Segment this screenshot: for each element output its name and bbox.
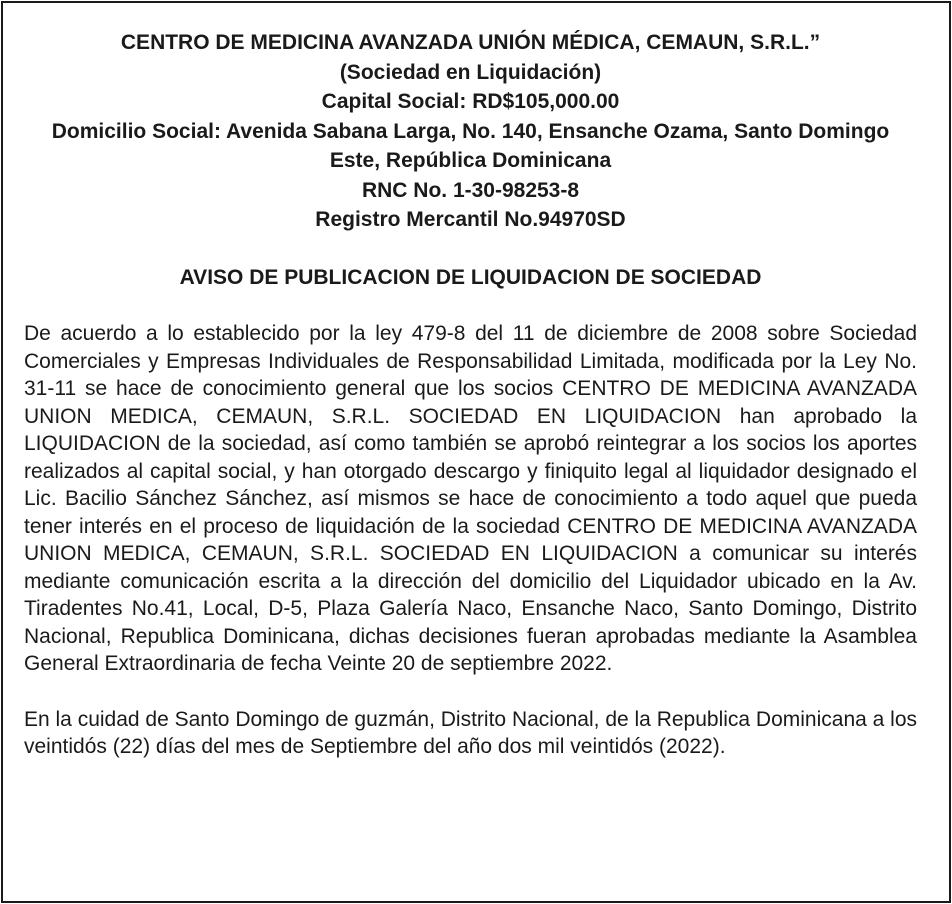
notice-closing: En la cuidad de Santo Domingo de guzmán, Distrito Nacional, de la Republica Dominicana a los veintidós (22) días del mes de Septiembre del año dos mil veintidós (2022). (24, 707, 918, 758)
domicilio-social: Domicilio Social: Avenida Sabana Larga, No. 140, Ensanche Ozama, Santo Domingo Este, República Dominicana (51, 119, 890, 172)
capital-social: Capital Social: RD$105,000.00 (321, 90, 620, 113)
rnc-number: RNC No. 1-30-98253-8 (361, 178, 580, 202)
registro-mercantil: Registro Mercantil No.94970SD (315, 208, 626, 231)
notice-title: AVISO DE PUBLICACION DE LIQUIDACION DE SOCIEDAD (179, 265, 762, 289)
company-header (24, 28, 917, 235)
company-status: (Sociedad en Liquidación) (339, 60, 602, 84)
company-name: CENTRO DE MEDICINA AVANZADA UNIÓN MÉDICA, CEMAUN, S.R.L.” (120, 31, 821, 54)
notice-body: De acuerdo a lo establecido por la ley 479-8 del 11 de diciembre de 2008 sobre Sociedad Comerciales y Empresas Individuales de Responsabilidad Limitada, modificada por la Ley No. 31-11 se hace de conocimiento general que los socios CENTRO DE MEDICINA AVANZADA UNION MEDICA, CEMAUN, S.R.L. SOCIEDAD EN LIQUIDACION han aprobado la LIQUIDACION de la sociedad, así como también se aprobó reintegrar a los socios los aportes realizados al capital social, y han otorgado descargo y finiquito legal al liquidador designado el Lic. Bacilio Sánchez Sánchez, así mismos se hace de conocimiento a todo aquel que pueda tener interés en el proceso de liquidación de la sociedad CENTRO DE MEDICINA AVANZADA UNION MEDICA, CEMAUN, S.R.L. SOCIEDAD EN LIQUIDACION a comunicar su interés mediante comunicación escrita a la dirección del domicilio del Liquidador ubicado en la Av. Tiradentes No.41, Local, D-5, Plaza Galería Naco, Ensanche Naco, Santo Domingo, Distrito Nacional, Republica Dominicana, dichas decisiones fueran aprobadas mediante la Asamblea General Extraordinaria de fecha Veinte 20 de septiembre 2022. (24, 322, 917, 675)
legal-notice (24, 28, 917, 761)
